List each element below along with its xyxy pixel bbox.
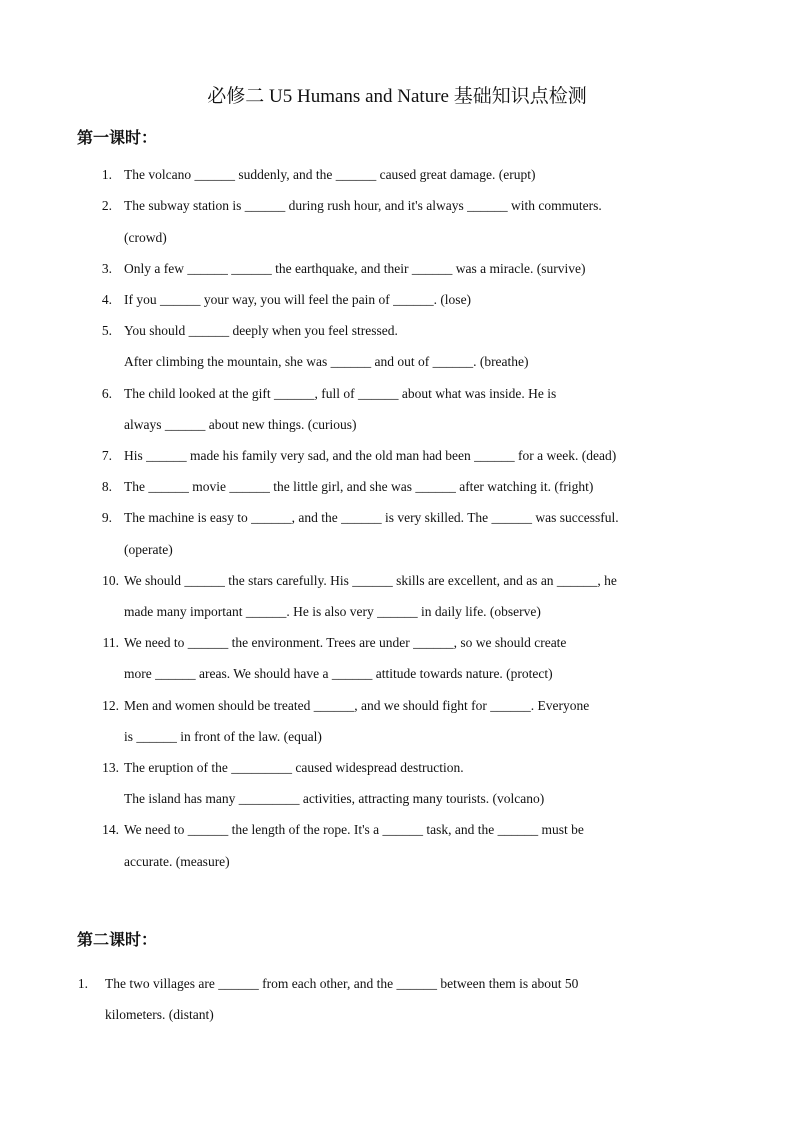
item-line: made many important ______. He is also very ______ in daily life. (observe) [124,604,541,619]
item-line: The volcano ______ suddenly, and the ______ caused great damage. (erupt) [124,167,536,182]
item-line: Men and women should be treated ______, and we should fight for ______. Everyone [124,698,590,713]
item-line: (crowd) [124,230,167,245]
item-number: 6. [101,386,112,401]
item-line: If you ______ your way, you will feel the pain of ______. (lose) [124,292,472,307]
item-line: After climbing the mountain, she was ______ and out of ______. (breathe) [124,354,529,369]
item-number: 14. [102,822,119,837]
item-line: accurate. (measure) [124,854,230,869]
item-line: We need to ______ the environment. Trees are under ______, so we should create [124,635,567,650]
item-line: The two villages are ______ from each other, and the ______ between them is about 50 [105,976,579,991]
item-line: The subway station is ______ during rush hour, and it's always ______ with commuters. [124,198,602,213]
item-line: kilometers. (distant) [105,1007,214,1022]
item-number: 7. [101,448,112,463]
section-heading-1: 第一课时： [77,128,158,147]
item-line: We should ______ the stars carefully. His ______ skills are excellent, and as an ______, he [124,573,617,588]
item-line: always ______ about new things. (curious) [124,417,357,432]
item-line: His ______ made his family very sad, and the old man had been ______ for a week. (dead) [124,448,617,463]
item-line: The island has many _________ activities, attracting many tourists. (volcano) [124,791,545,806]
item-number: 8. [101,479,112,494]
item-line: The eruption of the _________ caused widespread destruction. [124,760,464,775]
item-number: 1. [77,976,88,991]
item-line: The child looked at the gift ______, full of ______ about what was inside. He is [124,386,557,401]
item-line: The ______ movie ______ the little girl, and she was ______ after watching it. (fright) [124,479,594,494]
item-number: 1. [101,167,112,182]
item-line: (operate) [124,542,173,557]
item-line: Only a few ______ ______ the earthquake, and their ______ was a miracle. (survive) [124,261,586,276]
item-number: 13. [102,760,119,775]
item-number: 5. [101,323,112,338]
item-number: 10. [102,573,119,588]
item-line: You should ______ deeply when you feel stressed. [124,323,398,338]
page-title: 必修二 U5 Humans and Nature 基础知识点检测 [207,86,587,107]
item-number: 2. [101,198,112,213]
item-line: We need to ______ the length of the rope. It's a ______ task, and the ______ must be [124,822,584,837]
item-number: 3. [101,261,112,276]
item-number: 4. [101,292,112,307]
item-line: more ______ areas. We should have a ______ attitude towards nature. (protect) [124,666,553,681]
item-number: 12. [102,698,119,713]
section-heading-2: 第二课时： [77,930,158,949]
item-number: 11. [102,635,119,650]
item-line: is ______ in front of the law. (equal) [124,729,322,744]
item-number: 9. [101,510,112,525]
item-line: The machine is easy to ______, and the ______ is very skilled. The ______ was successful. [124,510,619,525]
